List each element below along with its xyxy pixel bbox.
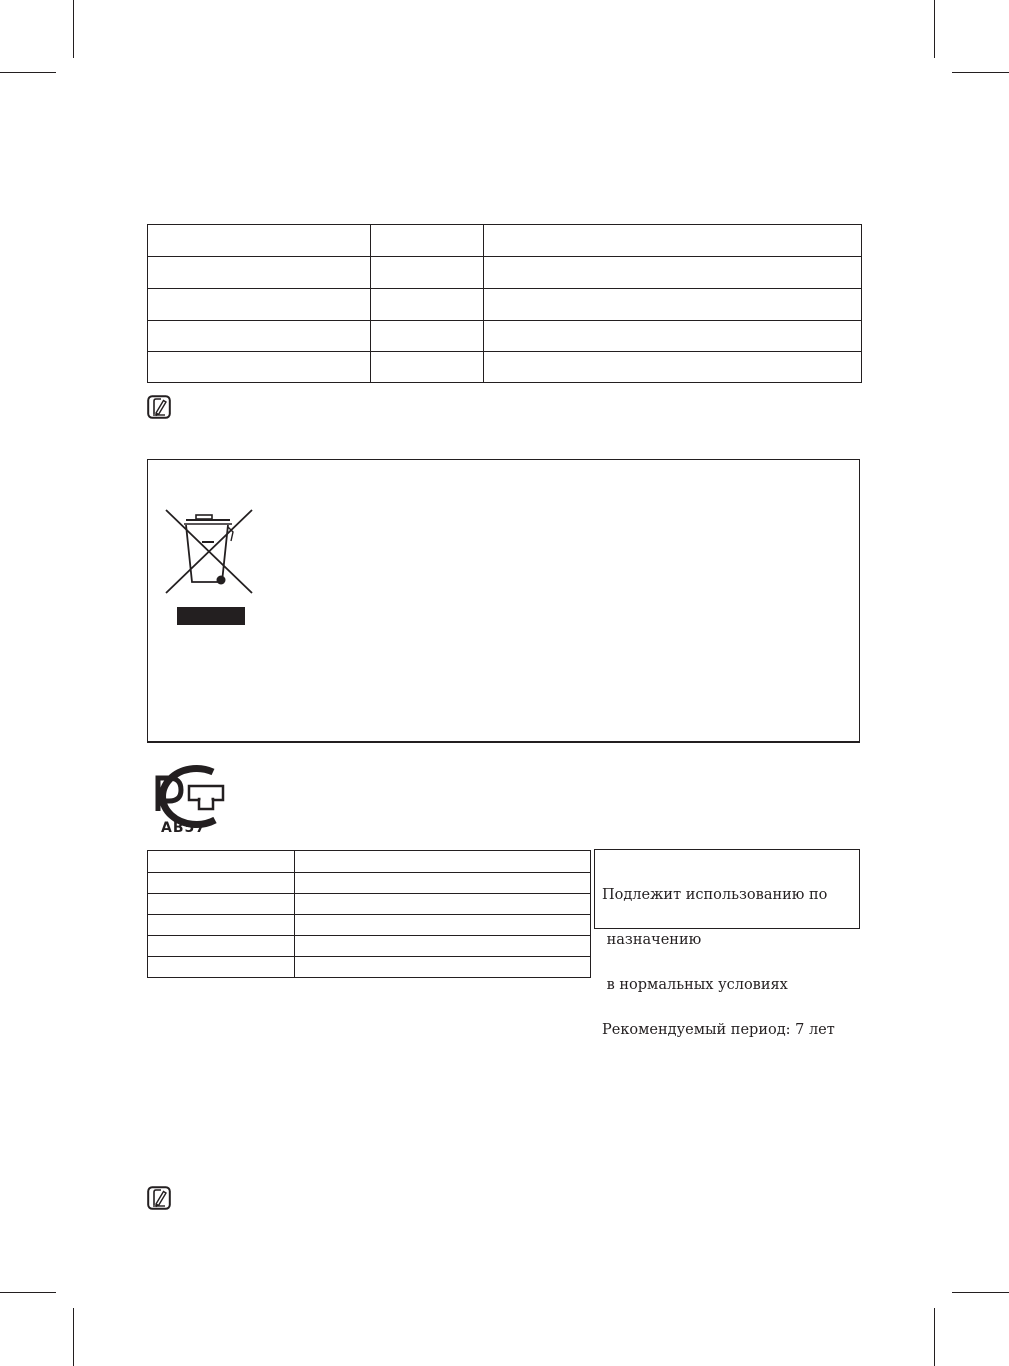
table-cell: [148, 352, 371, 383]
table-cell: [148, 225, 371, 257]
usage-notice-line: Рекомендуемый период: 7 лет: [602, 1022, 835, 1038]
table-cell: [148, 873, 295, 894]
table-cell: [484, 225, 862, 257]
table-row: [148, 321, 862, 352]
table-row: [148, 257, 862, 289]
table-cell: [484, 352, 862, 383]
crop-mark-bottom-right-vertical: [934, 1308, 935, 1366]
table-cell: [371, 352, 484, 383]
table-cell: [295, 957, 591, 978]
crop-mark-top-right-vertical: [934, 0, 935, 58]
table-cell: [484, 289, 862, 321]
table-row: [148, 936, 591, 957]
table-row: [148, 289, 862, 321]
table-cell: [148, 915, 295, 936]
table-cell: [148, 957, 295, 978]
usage-notice-line: Подлежит использованию по: [602, 887, 828, 903]
table-cell: [148, 894, 295, 915]
crop-mark-bottom-left-horizontal: [0, 1292, 56, 1293]
table-cell: [148, 321, 371, 352]
table-cell: [148, 289, 371, 321]
usage-notice-line: назначению: [602, 932, 702, 948]
note-pencil-icon: [147, 1186, 171, 1210]
table-cell: [148, 257, 371, 289]
table-cell: [484, 321, 862, 352]
note-pencil-icon: [147, 395, 171, 419]
crossed-out-wheelie-bin-icon: [162, 505, 258, 629]
table-row: [148, 957, 591, 978]
crop-mark-top-left-vertical: [73, 0, 74, 58]
table-row: [148, 851, 591, 873]
crop-mark-top-left-horizontal: [0, 72, 56, 73]
manufacturer-table: [147, 850, 591, 978]
table-cell: [148, 851, 295, 873]
table-cell: [295, 915, 591, 936]
usage-notice-box: [594, 849, 860, 1038]
table-cell: [148, 936, 295, 957]
table-cell: [484, 257, 862, 289]
certification-code: AB57: [161, 820, 206, 836]
table-row: [148, 873, 591, 894]
crop-mark-top-right-horizontal: [952, 72, 1009, 73]
table-cell: [371, 225, 484, 257]
table-cell: [295, 936, 591, 957]
table-row: [148, 915, 591, 936]
table-cell: [295, 894, 591, 915]
table-row: [148, 894, 591, 915]
spec-table: [147, 224, 862, 383]
crop-mark-bottom-left-vertical: [73, 1308, 74, 1366]
table-row: [148, 352, 862, 383]
table-cell: [371, 257, 484, 289]
table-cell: [295, 851, 591, 873]
usage-notice-line: в нормальных условиях: [602, 977, 788, 993]
table-cell: [371, 321, 484, 352]
table-row: [148, 225, 862, 257]
crop-mark-bottom-right-horizontal: [952, 1292, 1009, 1293]
table-cell: [371, 289, 484, 321]
table-cell: [295, 873, 591, 894]
